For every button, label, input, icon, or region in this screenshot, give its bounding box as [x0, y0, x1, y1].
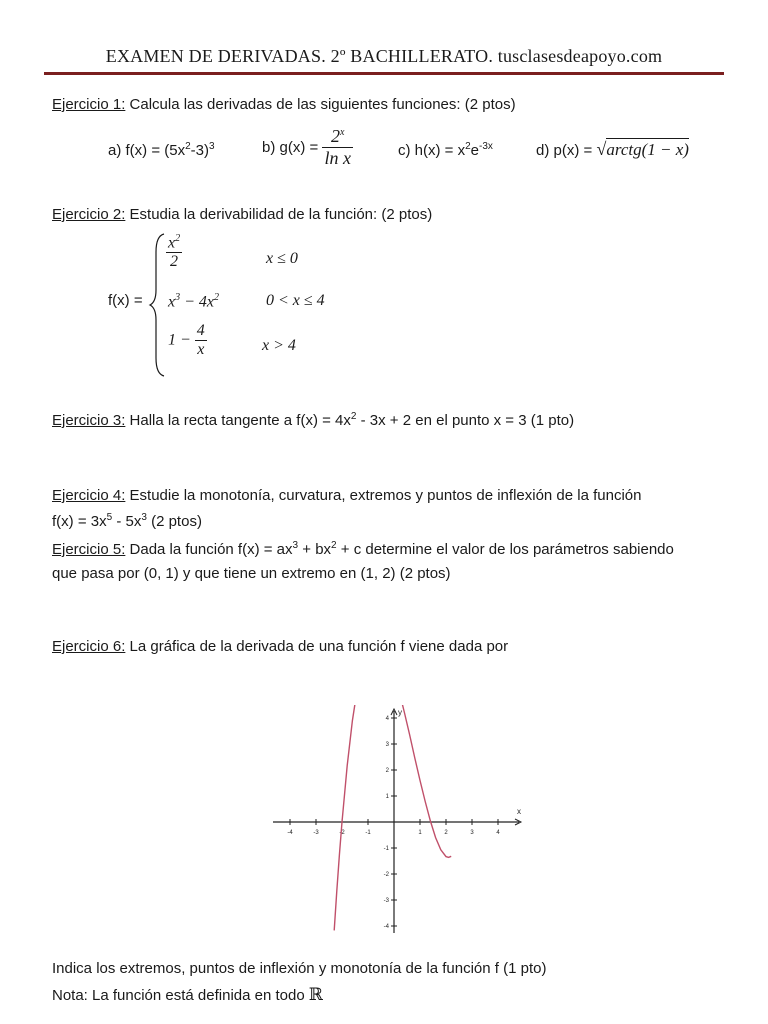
item-c-exp1: 2 [465, 141, 471, 152]
exercise-4-exp1: 5 [106, 512, 113, 523]
piece-1-num-base: x [168, 234, 176, 252]
exercise-6-text: La gráfica de la derivada de una función f viene dada por [125, 638, 509, 655]
exercise-6-question: Indica los extremos, puntos de inflexión y monotonía de la función f (1 pto) [52, 960, 547, 977]
exercise-6-label: Ejercicio 6: [52, 638, 126, 655]
item-a-prefix: a) f(x) = (5x [108, 142, 186, 159]
exercise-6-statement [52, 638, 508, 655]
header-divider [44, 72, 724, 75]
series-line [334, 690, 451, 930]
y-tick-label: 4 [385, 716, 389, 722]
y-tick-label: -2 [383, 872, 389, 878]
exercise-4-l2b: - 5x [112, 513, 142, 530]
x-tick-label: -3 [313, 830, 319, 836]
piece-2-exp-a: 3 [175, 292, 181, 303]
piecewise-fx: f(x) = [108, 292, 143, 309]
y-tick-label: -3 [383, 898, 389, 904]
exercise-5-text-a: Dada la función f(x) = ax [125, 541, 293, 558]
item-c-exp2: -3x [479, 141, 493, 152]
sqrt-icon: √ [596, 139, 607, 159]
exercise-5-text-b: + bx [298, 541, 332, 558]
exercise-1-item-b [262, 126, 353, 169]
reals-symbol: ℝ [308, 985, 323, 1004]
piece-2-b: − 4x [180, 293, 215, 311]
exercise-2-label: Ejercicio 2: [52, 206, 126, 223]
exercise-5-label: Ejercicio 5: [52, 541, 126, 558]
exercise-4-line-2 [52, 512, 202, 530]
item-a-mid: -3) [190, 142, 210, 159]
y-tick-label: 1 [385, 794, 389, 800]
x-tick-label: 4 [496, 830, 500, 836]
exercise-1-text: Calcula las derivadas de las siguientes funciones: (2 ptos) [125, 96, 516, 113]
exercise-4-statement [52, 487, 642, 504]
x-axis-label: x [517, 807, 521, 816]
y-tick-label: 2 [385, 768, 389, 774]
piece-1-expr [166, 233, 182, 271]
piece-3-condition: x > 4 [262, 337, 296, 354]
exercise-1-label: Ejercicio 1: [52, 96, 126, 113]
y-tick-label: -1 [383, 846, 389, 852]
exercise-4-l2c: (2 ptos) [146, 513, 202, 530]
exercise-5-exp2: 2 [331, 540, 337, 551]
item-a-exp1: 2 [185, 141, 191, 152]
item-c-mid: e [470, 142, 479, 159]
exercise-4-exp2: 3 [141, 512, 147, 523]
x-tick-label: 2 [444, 830, 448, 836]
derivative-graph [248, 690, 538, 950]
exercise-1-statement [52, 96, 516, 113]
y-axis-label: y [398, 708, 402, 717]
item-b-fraction [322, 126, 353, 169]
item-c-prefix: c) h(x) = x [398, 142, 466, 159]
x-tick-label: -4 [287, 830, 293, 836]
x-tick-label: 1 [418, 830, 422, 836]
piece-2-exp-b: 2 [214, 292, 220, 303]
item-b-prefix: b) g(x) = [262, 139, 319, 156]
x-tick-label: -2 [339, 830, 345, 836]
exercise-3-statement [52, 411, 574, 429]
piece-3-lead: 1 − [168, 331, 191, 349]
piece-3-den: x [197, 341, 205, 358]
x-tick-label: 3 [470, 830, 474, 836]
piece-3-num: 4 [196, 322, 205, 339]
x-tick-label: -1 [365, 830, 371, 836]
exercise-6-note [52, 985, 323, 1005]
exercise-4-l2a: f(x) = 3x [52, 513, 107, 530]
item-a-exp2: 3 [209, 141, 215, 152]
item-b-den: ln x [324, 148, 351, 168]
exercise-5-exp1: 3 [292, 540, 299, 551]
piece-2-expr [168, 292, 219, 311]
item-d-radicand: arctg(1 − x) [606, 140, 689, 159]
exercise-2-text: Estudia la derivabilidad de la función: (2 ptos) [125, 206, 433, 223]
exam-title: EXAMEN DE DERIVADAS. 2º BACHILLERATO. tusclasesdeapoyo.com [105, 46, 663, 66]
item-d-prefix: d) p(x) = [536, 142, 593, 159]
exercise-5-text-c: + c determine el valor de los parámetros sabiendo [336, 541, 674, 558]
piece-2-a: x [168, 293, 176, 311]
y-tick-label: 3 [385, 742, 389, 748]
exercise-4-text: Estudie la monotonía, curvatura, extremos y puntos de inflexión de la función [125, 487, 642, 504]
note-text: Nota: La función está definida en todo [52, 987, 309, 1004]
exercise-1-item-a [108, 141, 215, 159]
exercise-3-text-a: Halla la recta tangente a f(x) = 4x [125, 412, 351, 429]
y-tick-label: -4 [383, 924, 389, 930]
exercise-5-line-2: que pasa por (0, 1) y que tiene un extremo en (1, 2) (2 ptos) [52, 565, 451, 582]
exercise-3-exp: 2 [350, 411, 357, 422]
exercise-3-text-b: - 3x + 2 en el punto x = 3 (1 pto) [356, 412, 575, 429]
exercise-1-item-d [536, 139, 689, 160]
exercise-3-label: Ejercicio 3: [52, 412, 126, 429]
piece-3-expr [168, 322, 207, 359]
item-b-num-base: 2 [330, 126, 340, 146]
piece-1-condition: x ≤ 0 [266, 250, 298, 267]
exercise-4-label: Ejercicio 4: [52, 487, 126, 504]
exercise-5-statement [52, 540, 674, 558]
exercise-1-item-c [398, 141, 493, 159]
piece-1-den: 2 [170, 253, 179, 271]
piece-1-num-exp: 2 [175, 233, 181, 244]
piece-2-condition: 0 < x ≤ 4 [266, 292, 325, 309]
item-b-num-exp: x [339, 127, 345, 138]
exercise-2-statement [52, 206, 432, 223]
